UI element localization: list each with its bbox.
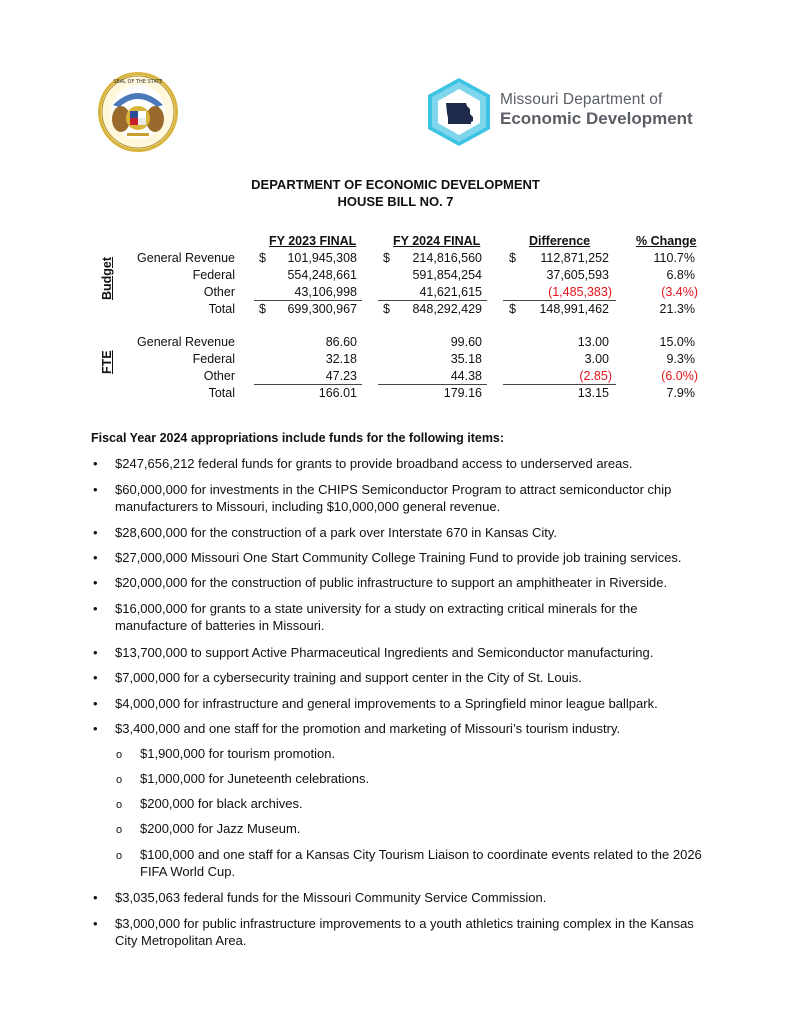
missouri-state-seal bbox=[97, 71, 179, 153]
pct-change-value: 110.7% bbox=[653, 251, 695, 265]
appropriations-intro: Fiscal Year 2024 appropriations include funds for the following items: bbox=[91, 431, 505, 445]
fy2024-value: 35.18 bbox=[450, 352, 482, 366]
row-label: Federal bbox=[192, 352, 235, 366]
section-label-budget: Budget bbox=[100, 256, 114, 300]
difference-value: 37,605,593 bbox=[546, 268, 609, 282]
fy2023-value: 43,106,998 bbox=[294, 285, 357, 299]
ded-logo-line2: Economic Development bbox=[500, 109, 693, 128]
fy2024-value: 591,854,254 bbox=[412, 268, 482, 282]
pct-change-value: 6.8% bbox=[666, 268, 695, 282]
seal-icon bbox=[97, 71, 179, 153]
dollar-sign: $ bbox=[509, 302, 516, 316]
pct-change-value: 15.0% bbox=[659, 335, 695, 349]
hollow-bullet-icon: o bbox=[116, 824, 123, 836]
section-label-fte: FTE bbox=[100, 350, 114, 374]
fy2024-total: 848,292,429 bbox=[412, 302, 482, 316]
dollar-sign: $ bbox=[383, 302, 390, 316]
subtotal-rule bbox=[254, 300, 362, 301]
page-title: DEPARTMENT OF ECONOMIC DEVELOPMENT bbox=[251, 177, 540, 192]
bullet-icon: • bbox=[93, 890, 98, 905]
bullet-icon: • bbox=[93, 670, 98, 685]
row-label: General Revenue bbox=[137, 251, 235, 265]
fy2023-total: 166.01 bbox=[318, 386, 357, 400]
bullet-icon: • bbox=[93, 916, 98, 931]
hollow-bullet-icon: o bbox=[116, 799, 123, 811]
fy2024-value: 44.38 bbox=[450, 369, 482, 383]
row-label: General Revenue bbox=[137, 335, 235, 349]
subtotal-rule bbox=[503, 384, 616, 385]
header-fy2024: FY 2024 FINAL bbox=[393, 234, 481, 248]
difference-value-negative: (2.85) bbox=[579, 369, 612, 383]
fy2024-value: 41,621,615 bbox=[419, 285, 482, 299]
difference-value-negative: (1,485,383) bbox=[548, 285, 612, 299]
fy2023-total: 699,300,967 bbox=[287, 302, 357, 316]
fy2023-value: 32.18 bbox=[325, 352, 357, 366]
pct-change-total: 21.3% bbox=[659, 302, 695, 316]
header-pct-change: % Change bbox=[636, 234, 697, 248]
difference-value: 13.00 bbox=[577, 335, 609, 349]
row-label: Federal bbox=[192, 268, 235, 282]
difference-value: 112,871,252 bbox=[540, 251, 609, 265]
bullet-icon: • bbox=[93, 575, 98, 590]
difference-value: 3.00 bbox=[584, 352, 609, 366]
difference-total: 148,991,462 bbox=[539, 302, 609, 316]
row-label-total: Total bbox=[208, 302, 235, 316]
header-difference: Difference bbox=[529, 234, 591, 248]
svg-text:SEAL OF THE STATE: SEAL OF THE STATE bbox=[113, 79, 163, 85]
dollar-sign: $ bbox=[259, 302, 266, 316]
hollow-bullet-icon: o bbox=[116, 774, 123, 786]
subtotal-rule bbox=[503, 300, 616, 301]
bullet-icon: • bbox=[93, 601, 98, 616]
fy2024-value: 214,816,560 bbox=[412, 251, 482, 265]
fy2024-value: 99.60 bbox=[450, 335, 482, 349]
subtotal-rule bbox=[378, 300, 487, 301]
hollow-bullet-icon: o bbox=[116, 850, 123, 862]
fy2023-value: 101,945,308 bbox=[287, 251, 357, 265]
subtotal-rule bbox=[378, 384, 487, 385]
bullet-icon: • bbox=[93, 482, 98, 497]
fy2024-total: 179.16 bbox=[443, 386, 482, 400]
pct-change-value-negative: (6.0%) bbox=[661, 369, 698, 383]
bullet-icon: • bbox=[93, 645, 98, 660]
dollar-sign: $ bbox=[383, 251, 390, 265]
fy2023-value: 47.23 bbox=[325, 369, 357, 383]
pct-change-value: 9.3% bbox=[666, 352, 695, 366]
difference-total: 13.15 bbox=[577, 386, 609, 400]
header-fy2023: FY 2023 FINAL bbox=[269, 234, 357, 248]
pct-change-value-negative: (3.4%) bbox=[661, 285, 698, 299]
row-label: Other bbox=[203, 285, 235, 299]
fy2023-value: 86.60 bbox=[325, 335, 357, 349]
bullet-icon: • bbox=[93, 456, 98, 471]
dollar-sign: $ bbox=[509, 251, 516, 265]
fy2023-value: 554,248,661 bbox=[287, 268, 357, 282]
bullet-icon: • bbox=[93, 525, 98, 540]
bullet-icon: • bbox=[93, 721, 98, 736]
hollow-bullet-icon: o bbox=[116, 749, 123, 761]
bullet-icon: • bbox=[93, 550, 98, 565]
row-label-total: Total bbox=[208, 386, 235, 400]
dollar-sign: $ bbox=[259, 251, 266, 265]
ded-logo-hexagon bbox=[426, 76, 492, 148]
row-label: Other bbox=[203, 369, 235, 383]
subtotal-rule bbox=[254, 384, 362, 385]
bullet-icon: • bbox=[93, 696, 98, 711]
page-subtitle: HOUSE BILL NO. 7 bbox=[337, 194, 454, 209]
ded-logo-line1: Missouri Department of bbox=[500, 91, 663, 108]
missouri-map-icon bbox=[426, 76, 492, 148]
pct-change-total: 7.9% bbox=[666, 386, 695, 400]
